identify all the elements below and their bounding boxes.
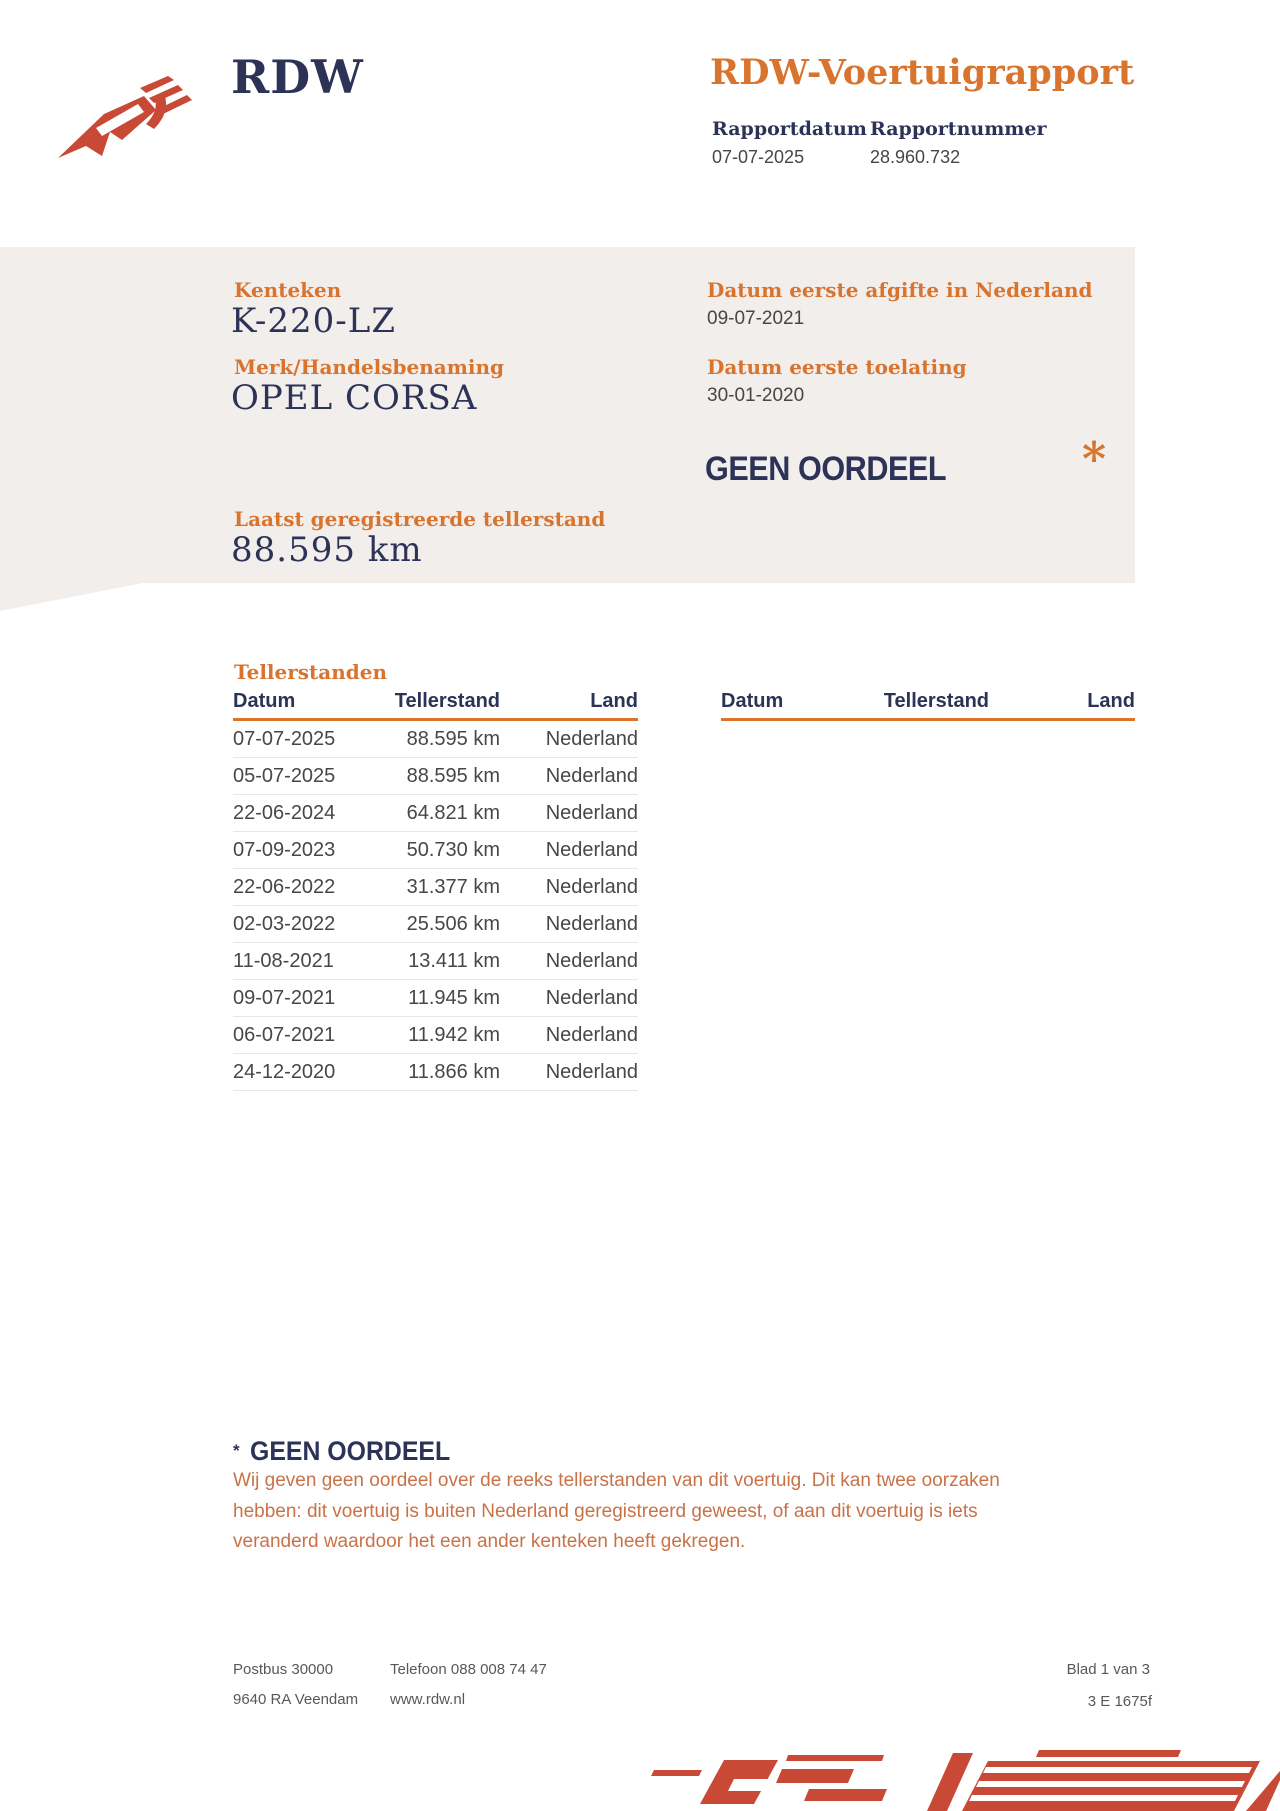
cell-land: Nederland <box>500 906 638 943</box>
cell-datum: 11-08-2021 <box>233 943 378 980</box>
cell-land: Nederland <box>500 720 638 758</box>
footer-page-number: Blad 1 van 3 <box>1066 1661 1150 1678</box>
eerste-afgifte-value: 09-07-2021 <box>707 308 805 329</box>
cell-tellerstand: 13.411 km <box>378 943 500 980</box>
cell-land: Nederland <box>500 943 638 980</box>
table-header-row <box>233 690 638 720</box>
cell-datum: 06-07-2021 <box>233 1017 378 1054</box>
table-row <box>233 943 638 980</box>
table-header-row <box>721 690 1135 720</box>
footnote-text: Wij geven geen oordeel over de reeks tellerstanden van dit voertuig. Dit kan twee oorzaken hebben: dit voertuig is buiten Nederland geregistreerd geweest, of aan dit voertuig is iets veranderd waardoor het een ander kenteken heeft gekregen. <box>233 1470 1000 1552</box>
cell-land: Nederland <box>500 795 638 832</box>
cell-land: Nederland <box>500 1017 638 1054</box>
report-number-label: Rapportnummer <box>870 118 1047 140</box>
cell-tellerstand: 50.730 km <box>378 832 500 869</box>
logo-text: RDW <box>231 50 364 104</box>
footer-address-line1: Postbus 30000 <box>233 1661 334 1678</box>
table-row <box>233 980 638 1017</box>
table-row <box>233 720 638 758</box>
tellerstanden-table-right <box>721 690 1135 721</box>
eerste-toelating-value: 30-01-2020 <box>707 385 805 406</box>
cell-tellerstand: 64.821 km <box>378 795 500 832</box>
merk-value: OPEL CORSA <box>231 378 478 418</box>
cell-land: Nederland <box>500 1054 638 1091</box>
footnote-title: GEEN OORDEEL <box>250 1436 451 1466</box>
cell-land: Nederland <box>500 832 638 869</box>
table-row <box>233 758 638 795</box>
cell-tellerstand: 88.595 km <box>378 720 500 758</box>
tellerstanden-section-title: Tellerstanden <box>234 660 388 684</box>
cell-tellerstand: 11.866 km <box>378 1054 500 1091</box>
report-number-value: 28.960.732 <box>870 147 961 167</box>
cell-land: Nederland <box>500 869 638 906</box>
rdw-wing-logo-icon <box>52 66 212 166</box>
cell-datum: 07-09-2023 <box>233 832 378 869</box>
tellerstanden-table-left <box>233 690 638 1091</box>
footer-address-line2: 9640 RA Veendam <box>233 1691 359 1708</box>
footer-phone: Telefoon 088 008 74 47 <box>390 1661 547 1678</box>
laatste-tellerstand-value: 88.595 km <box>231 530 423 570</box>
cell-datum: 05-07-2025 <box>233 758 378 795</box>
cell-datum: 22-06-2024 <box>233 795 378 832</box>
eerste-toelating-label: Datum eerste toelating <box>707 355 967 379</box>
cell-land: Nederland <box>500 980 638 1017</box>
kenteken-value: K-220-LZ <box>231 301 397 341</box>
column-header-tellerstand: Tellerstand <box>378 690 500 720</box>
cell-tellerstand: 31.377 km <box>378 869 500 906</box>
footnote-asterisk: * <box>233 1441 240 1460</box>
column-header-datum: Datum <box>233 690 378 720</box>
oordeel-asterisk: * <box>1082 432 1107 486</box>
table-row <box>233 906 638 943</box>
table-row <box>233 1017 638 1054</box>
footer-form-code: 3 E 1675f <box>1087 1693 1152 1710</box>
cell-datum: 07-07-2025 <box>233 720 378 758</box>
page-title: RDW-Voertuigrapport <box>710 52 1135 93</box>
column-header-tellerstand: Tellerstand <box>871 690 989 720</box>
column-header-land: Land <box>500 690 638 720</box>
oordeel-status: GEEN OORDEEL <box>705 450 947 488</box>
column-header-land: Land <box>989 690 1135 720</box>
column-header-datum: Datum <box>721 690 871 720</box>
cell-tellerstand: 25.506 km <box>378 906 500 943</box>
cell-tellerstand: 11.942 km <box>378 1017 500 1054</box>
table-row <box>233 869 638 906</box>
cell-land: Nederland <box>500 758 638 795</box>
cell-datum: 02-03-2022 <box>233 906 378 943</box>
laatste-tellerstand-label: Laatst geregistreerde tellerstand <box>234 507 606 531</box>
cell-tellerstand: 88.595 km <box>378 758 500 795</box>
table-row <box>233 1054 638 1091</box>
eerste-afgifte-label: Datum eerste afgifte in Nederland <box>707 278 1093 302</box>
report-date-label: Rapportdatum <box>712 118 867 140</box>
cell-datum: 24-12-2020 <box>233 1054 378 1091</box>
rdw-stripes-artwork-icon <box>600 1747 1280 1811</box>
report-date-value: 07-07-2025 <box>712 147 805 167</box>
table-row <box>233 795 638 832</box>
merk-label: Merk/Handelsbenaming <box>234 355 505 379</box>
cell-datum: 09-07-2021 <box>233 980 378 1017</box>
cell-tellerstand: 11.945 km <box>378 980 500 1017</box>
kenteken-label: Kenteken <box>234 278 342 302</box>
footer-website-link[interactable]: www.rdw.nl <box>390 1691 466 1708</box>
table-row <box>233 832 638 869</box>
cell-datum: 22-06-2022 <box>233 869 378 906</box>
